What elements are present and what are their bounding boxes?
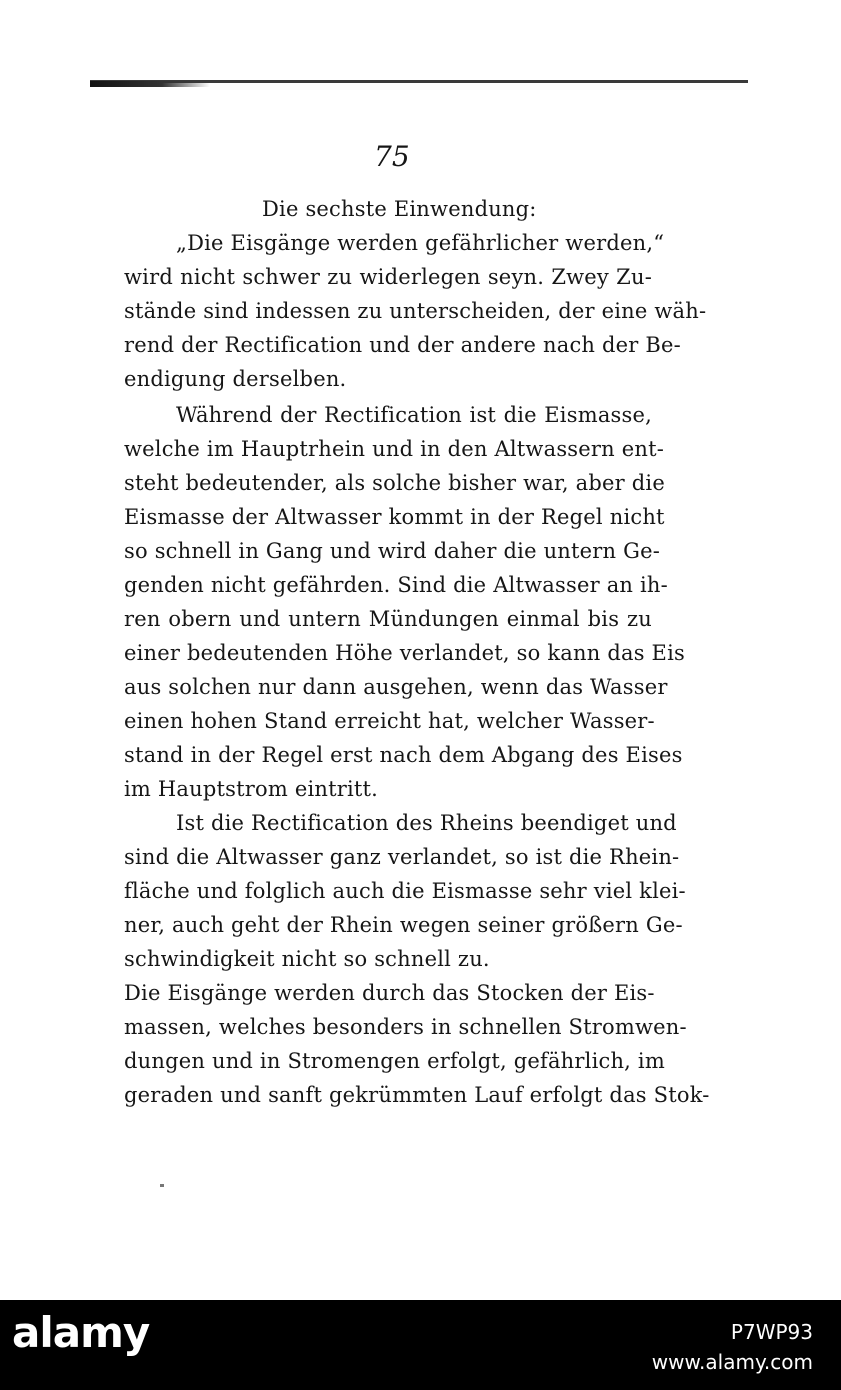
text-line: ren obern und untern Mündungen einmal bis zu <box>124 607 652 631</box>
text-line: stände sind indessen zu unterscheiden, der eine wäh- <box>124 299 707 323</box>
text-line: Ist die Rectification des Rheins beendiget und <box>176 811 677 835</box>
text-line: dungen und in Stromengen erfolgt, gefährlich, im <box>124 1049 665 1073</box>
page-number: 75 <box>374 140 410 173</box>
text-line: genden nicht gefährden. Sind die Altwasser an ih- <box>124 573 668 597</box>
text-line: endigung derselben. <box>124 367 347 391</box>
text-line: einer bedeutenden Höhe verlandet, so kann das Eis <box>124 641 685 665</box>
text-line: Eismasse der Altwasser kommt in der Regel nicht <box>124 505 665 529</box>
watermark-footer <box>0 1300 841 1390</box>
text-line: einen hohen Stand erreicht hat, welcher Wasser- <box>124 709 655 733</box>
text-line: fläche und folglich auch die Eismasse sehr viel klei- <box>124 879 686 903</box>
text-line: welche im Hauptrhein und in den Altwassern ent- <box>124 437 665 461</box>
text-line: „Die Eisgänge werden gefährlicher werden,“ <box>176 231 665 255</box>
text-line: ner, auch geht der Rhein wegen seiner größern Ge- <box>124 913 683 937</box>
text-line: im Hauptstrom eintritt. <box>124 777 379 801</box>
ink-speck <box>160 1184 164 1187</box>
text-line: geraden und sanft gekrümmten Lauf erfolgt das Stok- <box>124 1083 710 1107</box>
text-line: wird nicht schwer zu widerlegen seyn. Zwey Zu- <box>124 265 652 289</box>
text-line: so schnell in Gang und wird daher die untern Ge- <box>124 539 661 563</box>
text-line: steht bedeutender, als solche bisher war, aber die <box>124 471 665 495</box>
text-line: Während der Rectification ist die Eismasse, <box>176 403 652 427</box>
text-line: schwindigkeit nicht so schnell zu. <box>124 947 490 971</box>
text-line: massen, welches besonders in schnellen Stromwen- <box>124 1015 687 1039</box>
text-line: aus solchen nur dann ausgehen, wenn das Wasser <box>124 675 668 699</box>
text-line: rend der Rectification und der andere nach der Be- <box>124 333 681 357</box>
text-line: sind die Altwasser ganz verlandet, so ist die Rhein- <box>124 845 680 869</box>
section-heading: Die sechste Einwendung: <box>262 197 537 221</box>
top-rule-edge <box>90 81 210 87</box>
text-line: stand in der Regel erst nach dem Abgang des Eises <box>124 743 683 767</box>
text-line: Die Eisgänge werden durch das Stocken der Eis- <box>124 981 655 1005</box>
image-code: P7WP93 <box>730 1320 813 1344</box>
brand-logo: alamy <box>12 1308 150 1357</box>
site-url: www.alamy.com <box>651 1350 813 1374</box>
